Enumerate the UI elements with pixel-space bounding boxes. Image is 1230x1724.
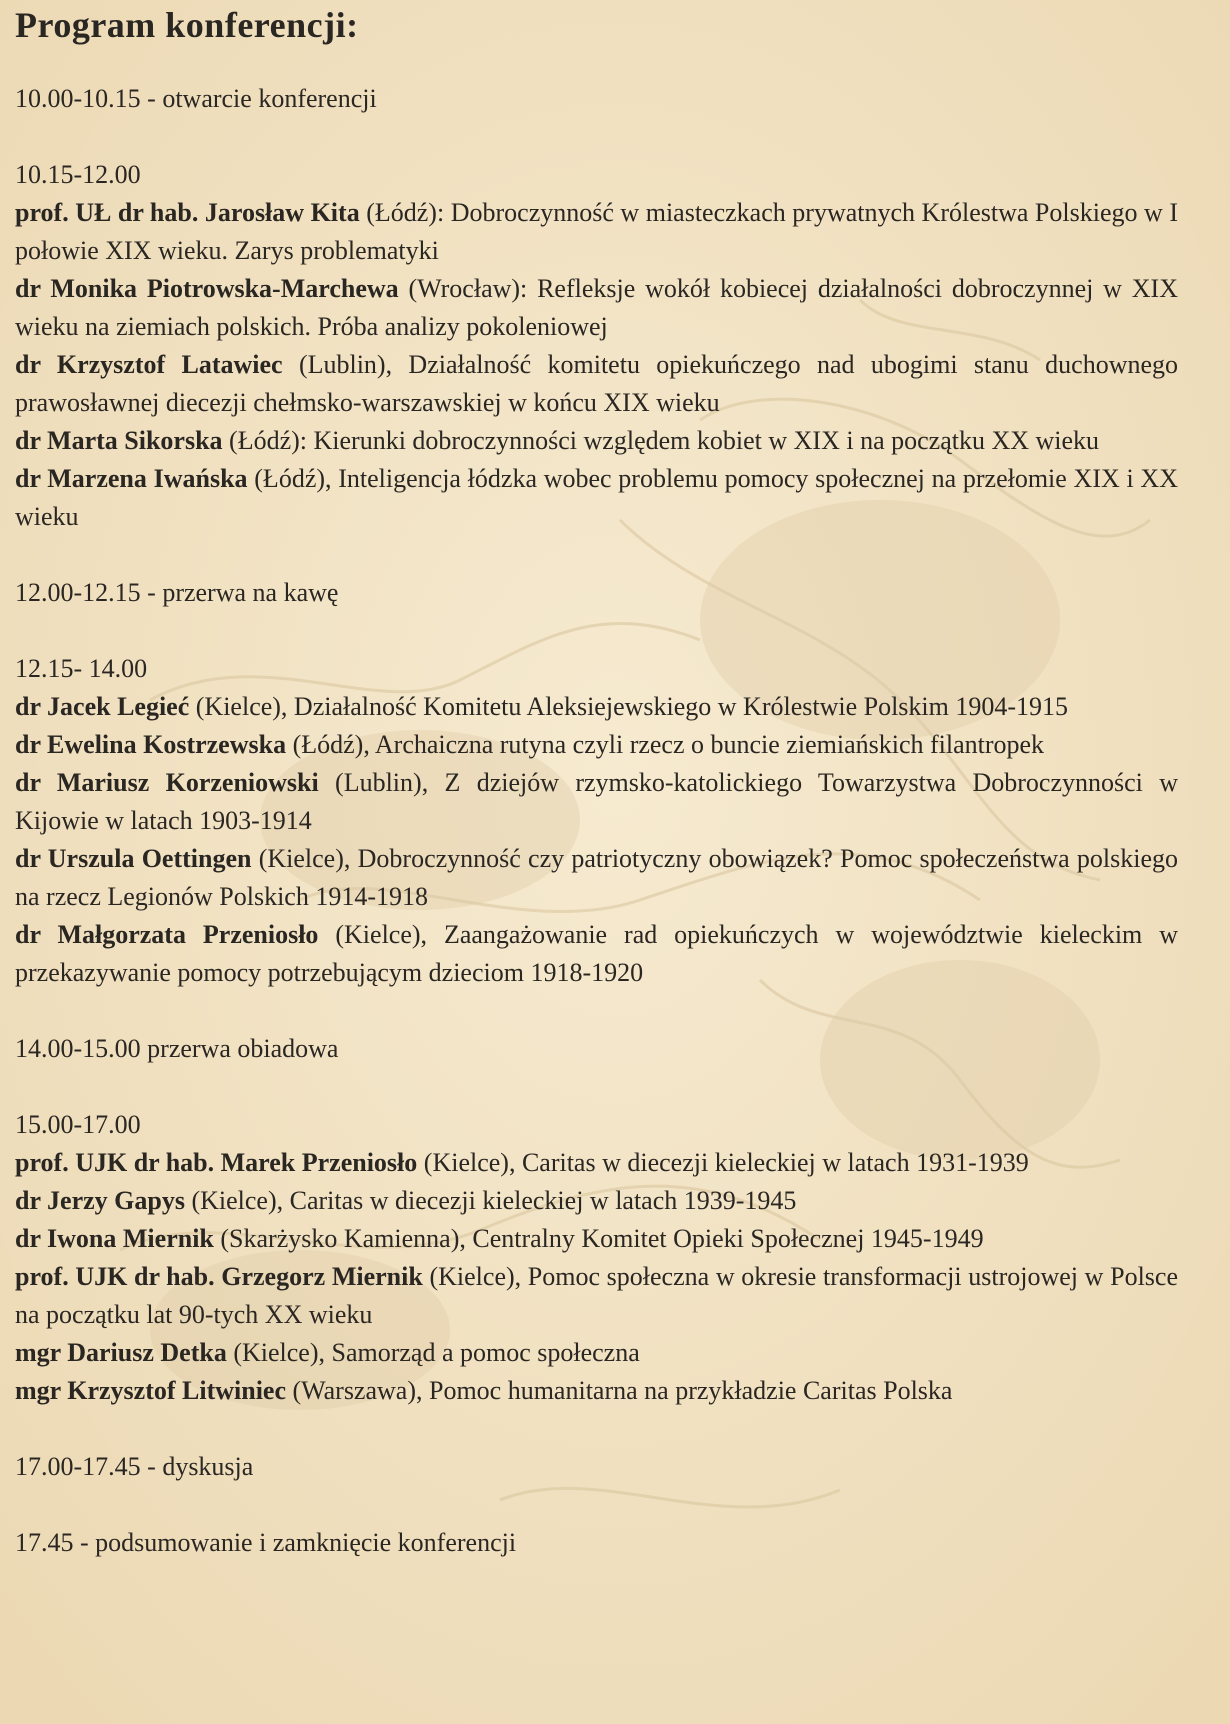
talk-title: (Kielce), Caritas w diecezji kieleckiej w latach 1931-1939 (417, 1148, 1029, 1177)
talk-item (15, 1144, 1178, 1182)
talk-item (15, 840, 1178, 916)
speaker-name: dr Marzena Iwańska (15, 464, 248, 493)
speaker-name: dr Ewelina Kostrzewska (15, 730, 287, 759)
talk-title: (Łódź), Inteligencja łódzka wobec problemu pomocy społecznej na przełomie XIX i XX wieku (15, 464, 1178, 531)
speaker-name: dr Iwona Miernik (15, 1224, 214, 1253)
talk-item (15, 1258, 1178, 1334)
talk-title: (Łódź): Kierunki dobroczynności względem kobiet w XIX i na początku XX wieku (222, 426, 1100, 455)
talk-item (15, 460, 1178, 536)
speaker-name: dr Małgorzata Przeniosło (15, 920, 319, 949)
talk-title: (Kielce), Caritas w diecezji kieleckiej w latach 1939-1945 (184, 1186, 797, 1215)
talk-title: (Kielce), Dobroczynność czy patriotyczny obowiązek? Pomoc społeczeństwa polskiego na rzecz Legionów Polskich 1914-1918 (15, 844, 1179, 911)
talk-item (15, 916, 1178, 992)
talk-title: (Lublin), Działalność komitetu opiekuńczego nad ubogimi stanu duchownego prawosławnej diecezji chełmsko-warszawskiej w końcu XIX wieku (15, 350, 1179, 417)
talk-title: (Wrocław): Refleksje wokół kobiecej działalności dobroczynnej w XIX wieku na ziemiach polskich. Próba analizy pokoleniowej (15, 274, 1178, 341)
talk-title: (Łódź): Dobroczynność w miasteczkach prywatnych Królestwa Polskiego w I połowie XIX wieku. Zarys problematyki (15, 198, 1178, 265)
session-lunch-break (15, 1030, 1178, 1068)
session-1500-1700 (15, 1106, 1178, 1410)
speaker-name: dr Krzysztof Latawiec (15, 350, 283, 379)
talk-item (15, 1334, 1178, 1372)
session-time: 12.15- 14.00 (15, 654, 148, 683)
session-time: 10.00-10.15 - otwarcie konferencji (15, 84, 377, 113)
talk-title: (Warszawa), Pomoc humanitarna na przykładzie Caritas Polska (286, 1376, 953, 1405)
talk-item (15, 346, 1178, 422)
speaker-name: dr Jerzy Gapys (15, 1186, 185, 1215)
talk-item (15, 270, 1178, 346)
session-time: 15.00-17.00 (15, 1110, 141, 1139)
session-closing (15, 1524, 1178, 1562)
session-1215-1400 (15, 650, 1178, 992)
session-time: 17.45 - podsumowanie i zamknięcie konferencji (15, 1528, 517, 1557)
talk-title: (Kielce), Działalność Komitetu Aleksiejewskiego w Królestwie Polskim 1904-1915 (189, 692, 1069, 721)
talk-title: (Kielce), Samorząd a pomoc społeczna (226, 1338, 640, 1367)
speaker-name: mgr Dariusz Detka (15, 1338, 227, 1367)
speaker-name: dr Monika Piotrowska-Marchewa (15, 274, 399, 303)
talk-item (15, 688, 1178, 726)
talk-item (15, 764, 1178, 840)
talk-item (15, 1182, 1178, 1220)
session-time: 14.00-15.00 przerwa obiadowa (15, 1034, 339, 1063)
speaker-name: prof. UJK dr hab. Marek Przeniosło (15, 1148, 418, 1177)
speaker-name: dr Urszula Oettingen (15, 844, 252, 873)
speaker-name: prof. UJK dr hab. Grzegorz Miernik (15, 1262, 423, 1291)
session-1015-1200 (15, 156, 1178, 536)
speaker-name: dr Marta Sikorska (15, 426, 223, 455)
session-time: 17.00-17.45 - dyskusja (15, 1452, 254, 1481)
speaker-name: prof. UŁ dr hab. Jarosław Kita (15, 198, 360, 227)
talk-title: (Kielce), Pomoc społeczna w okresie transformacji ustrojowej w Polsce na początku lat 90-tych XX wieku (15, 1262, 1178, 1329)
talk-title: (Kielce), Zaangażowanie rad opiekuńczych w województwie kieleckim w przekazywanie pomocy potrzebującym dzieciom 1918-1920 (15, 920, 1178, 987)
session-time: 10.15-12.00 (15, 160, 141, 189)
talk-item (15, 726, 1178, 764)
session-time: 12.00-12.15 - przerwa na kawę (15, 578, 339, 607)
talk-title: (Łódź), Archaiczna rutyna czyli rzecz o buncie ziemiańskich filantropek (286, 730, 1045, 759)
speaker-name: mgr Krzysztof Litwiniec (15, 1376, 286, 1405)
program-title: Program konferencji: (15, 5, 359, 45)
talk-item (15, 1220, 1178, 1258)
talk-title: (Skarżysko Kamienna), Centralny Komitet Opieki Społecznej 1945-1949 (213, 1224, 984, 1253)
talk-item (15, 194, 1178, 270)
session-discussion (15, 1448, 1178, 1486)
talk-item (15, 422, 1178, 460)
speaker-name: dr Jacek Legieć (15, 692, 190, 721)
session-opening (15, 80, 1178, 118)
talk-title: (Lublin), Z dziejów rzymsko-katolickiego Towarzystwa Dobroczynności w Kijowie w latach 1903-1914 (15, 768, 1178, 835)
talk-item (15, 1372, 1178, 1410)
session-coffee-break (15, 574, 1178, 612)
speaker-name: dr Mariusz Korzeniowski (15, 768, 319, 797)
